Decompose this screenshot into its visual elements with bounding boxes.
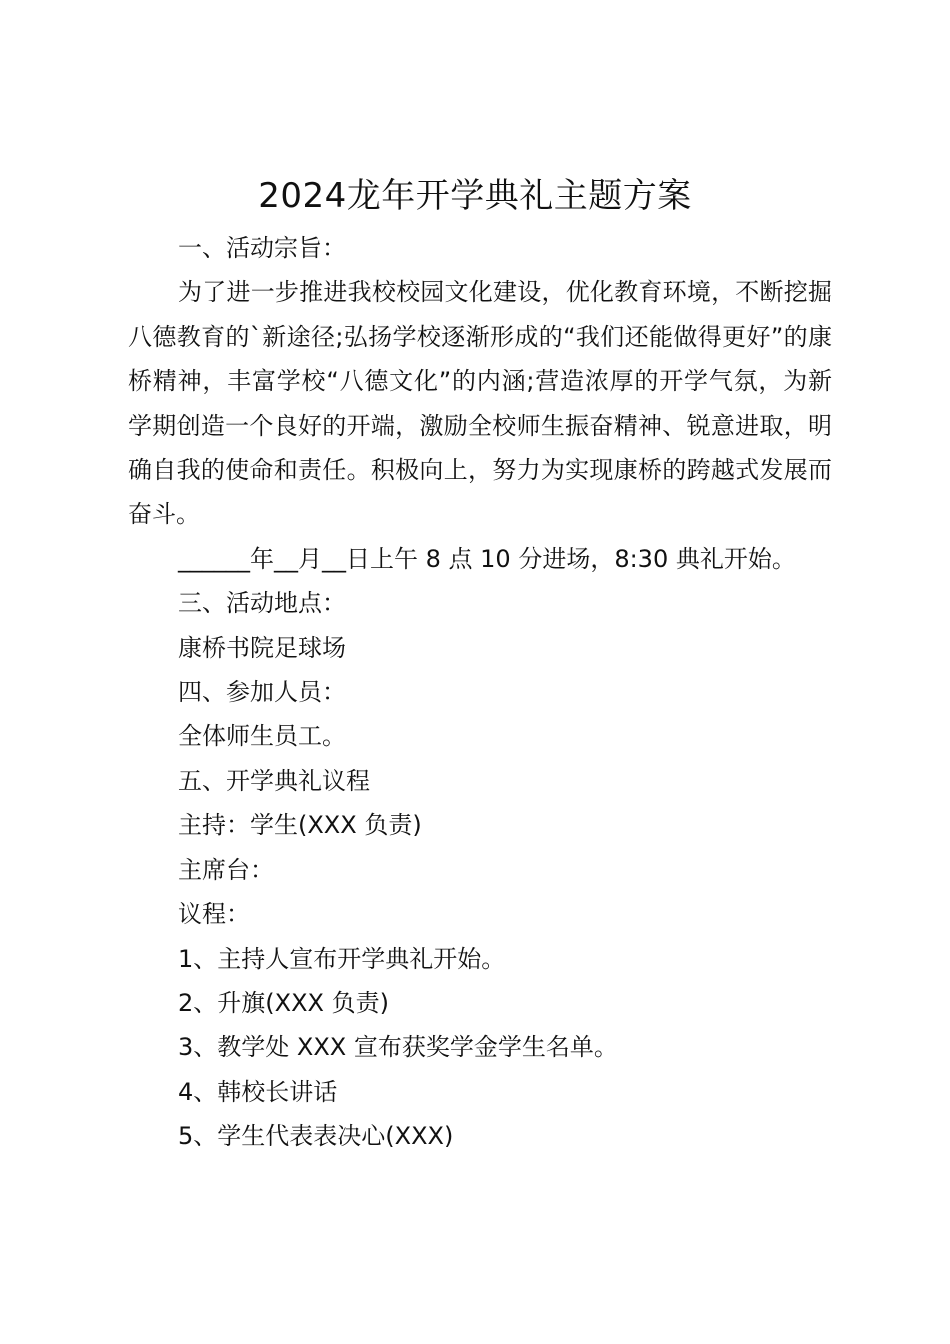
section-heading-purpose: 一、活动宗旨： (178, 234, 346, 262)
section-heading-agenda: 五、开学典礼议程 (178, 766, 370, 795)
agenda-item: 4、韩校长讲话 (178, 1077, 338, 1106)
agenda-item: 3、教学处 XXX 宣布获奖学金学生名单。 (178, 1033, 618, 1062)
podium-line: 主席台： (178, 855, 274, 884)
host-line: 主持：学生(XXX 负责) (178, 811, 422, 840)
participants-text: 全体师生员工。 (178, 722, 346, 751)
agenda-item: 5、学生代表表决心(XXX) (178, 1122, 454, 1151)
section-heading-location: 三、活动地点： (178, 589, 346, 618)
purpose-paragraph: 为了进一步推进我校校园文化建设，优化教育环境，不断挖掘八德教育的`新途径;弘扬学校逐渐形成的“我们还能做得更好”的康桥精神，丰富学校“八德文化”的内涵;营造浓厚的开学气氛，为新学期创造一个良好的开端，激励全校师生振奋精神、锐意进取，明确自我的使命和责任。积极向上，努力为实现康桥的跨越式发展而奋斗。 (128, 278, 832, 529)
section-heading-participants: 四、参加人员： (178, 678, 346, 707)
location-text: 康桥书院足球场 (178, 633, 346, 662)
agenda-item: 1、主持人宣布开学典礼开始。 (178, 944, 506, 973)
agenda-label: 议程： (178, 900, 250, 929)
document-title: 2024龙年开学典礼主题方案 (258, 176, 692, 216)
agenda-item: 2、升旗(XXX 负责) (178, 988, 389, 1017)
document-body (128, 226, 832, 1159)
event-time-line: ______年__月__日上午 8 点 10 分进场，8:30 典礼开始。 (178, 544, 796, 573)
